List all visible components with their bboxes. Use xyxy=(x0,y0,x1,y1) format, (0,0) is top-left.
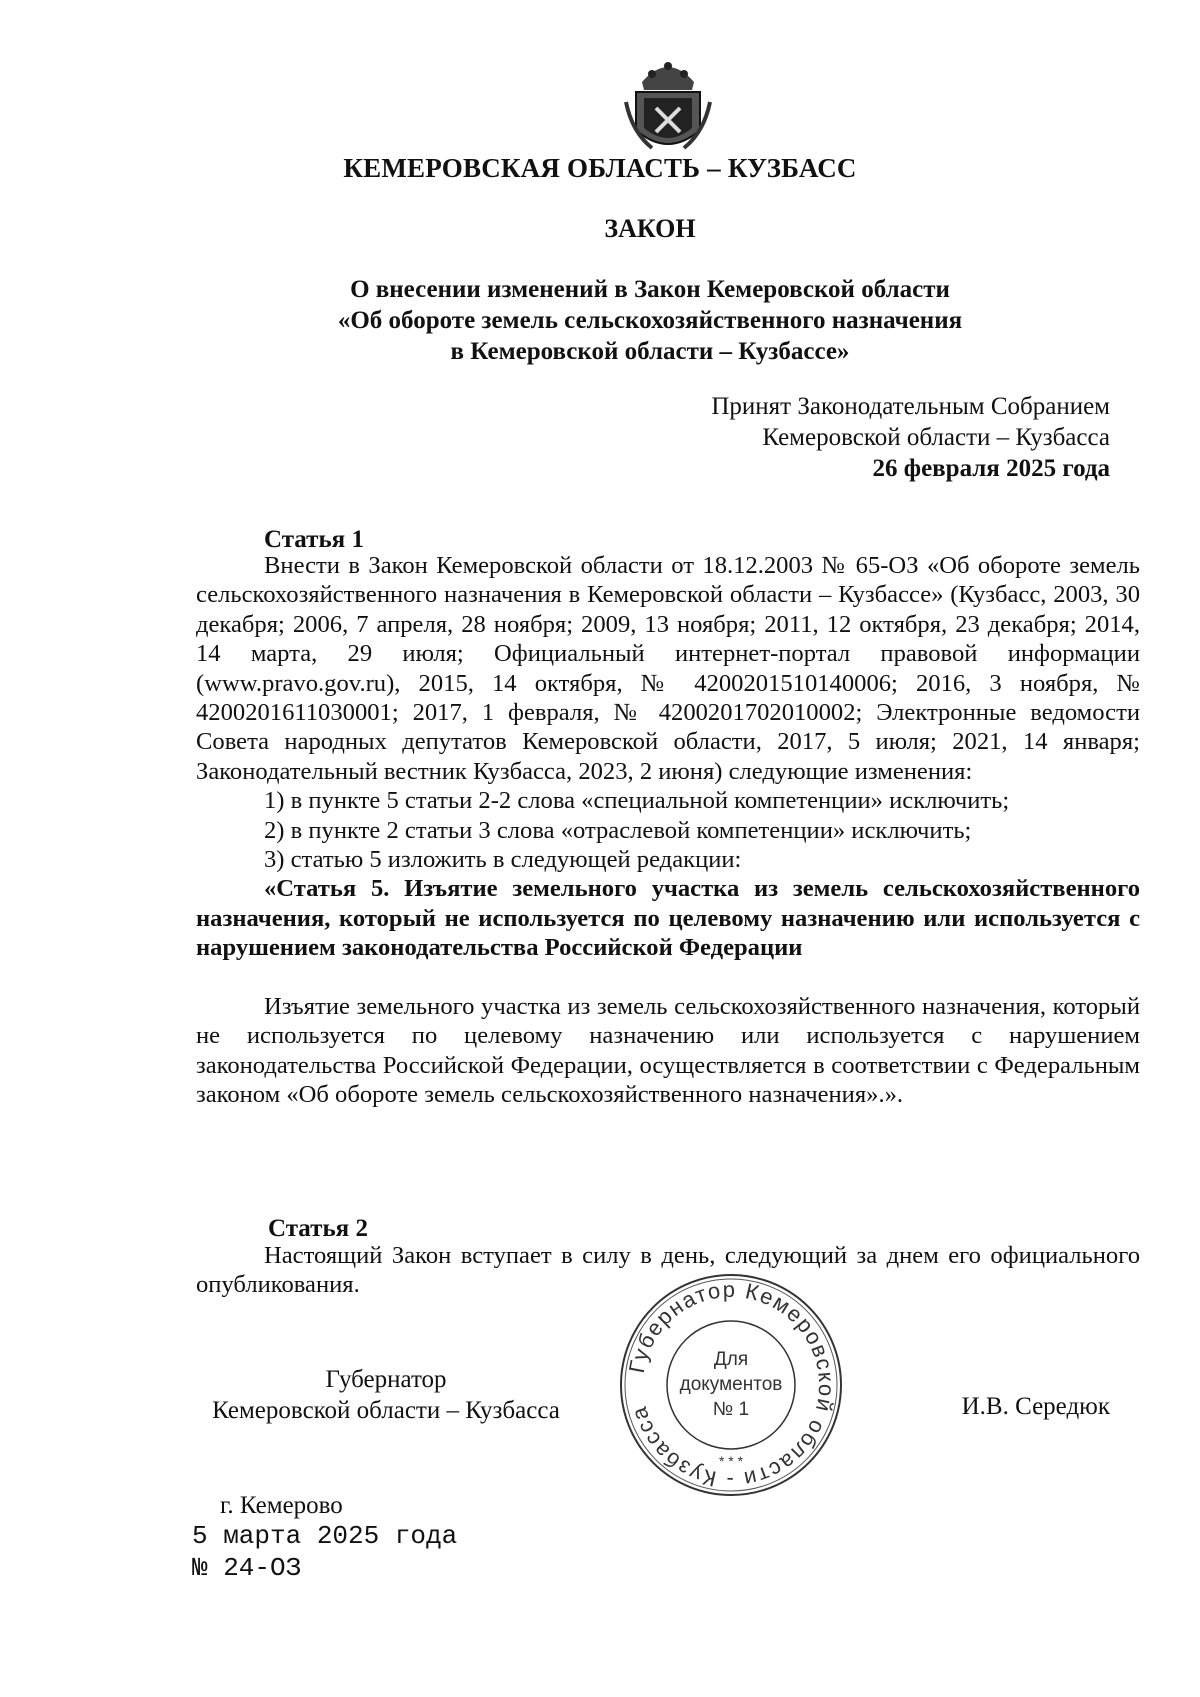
new-article-title: «Статья 5. Изъятие земельного участка из земель сельскохозяйственного назначения, который не используется по целевому назначению или используется с нарушением законодательства Российской Федерации xyxy=(196,875,1140,962)
law-title-line: «Об обороте земель сельскохозяйственного назначения xyxy=(337,307,963,334)
amendment-item: 1) в пункте 5 статьи 2-2 слова «специальной компетенции» исключить; xyxy=(264,787,1010,815)
article-2-heading: Статья 2 xyxy=(268,1215,368,1242)
place-of-signing: г. Кемерово xyxy=(220,1492,343,1519)
law-number: № 24-ОЗ xyxy=(192,1553,302,1583)
article-1-heading: Статья 1 xyxy=(264,526,364,553)
document-type: ЗАКОН xyxy=(604,214,696,243)
position-line: Кемеровской области – Кузбасса xyxy=(212,1397,560,1424)
adoption-line: Кемеровской области – Кузбасса xyxy=(762,424,1110,451)
new-article-text: Изъятие земельного участка из земель сельскохозяйственного назначения, который не используется по целевому назначению или используется с нарушением законодательства Российской Федерации, осуществляется в соответствии с Федеральным законом «Об обороте земель сельскохозяйственного назначения».». xyxy=(196,992,1140,1108)
article-1-body xyxy=(196,551,1140,1109)
article-2-text: Настоящий Закон вступает в силу в день, следующий за днем его официального опубликования. xyxy=(196,1242,1140,1299)
official-stamp xyxy=(616,1270,846,1500)
position-line: Губернатор xyxy=(325,1366,447,1393)
stamp-center-line: Для xyxy=(713,1349,749,1370)
region-title: КЕМЕРОВСКАЯ ОБЛАСТЬ – КУЗБАСС xyxy=(343,153,857,183)
amendment-item: 3) статью 5 изложить в следующей редакции: xyxy=(264,846,742,874)
article-1-intro: Внести в Закон Кемеровской области от 18.12.2003 № 65-ОЗ «Об обороте земель сельскохозяйственного назначения в Кемеровской области – Кузбассе» (Кузбасс, 2003, 30 декабря; 2006, 7 апреля, 28 ноября; 2009, 13 ноября; 2011, 12 октября, 23 декабря; 2014, 14 марта, 29 июля; Официальный интернет-портал правовой информации (www.pravo.gov.ru), 2015, 14 октября, № 4200201510140006; 2016, 3 ноября, № 4200201611030001; 2017, 1 февраля, № 4200201702010002; Электронные ведомости Совета народных депутатов Кемеровской области, 2017, 5 июля; 2021, 14 января; Законодательный вестник Кузбасса, 2023, 2 июня) следующие изменения: xyxy=(196,552,1140,785)
stamp-center-line: документов xyxy=(679,1374,783,1395)
stamp-center-line: № 1 xyxy=(712,1399,750,1420)
stamp-ring-text: Губернатор Кемеровской области - Кузбасса xyxy=(623,1276,840,1494)
law-title xyxy=(200,274,1100,367)
law-title-line: О внесении изменений в Закон Кемеровской области xyxy=(350,276,950,303)
amendment-item: 2) в пункте 2 статьи 3 слова «отраслевой компетенции» исключить; xyxy=(264,816,972,844)
adoption-date: 26 февраля 2025 года xyxy=(872,455,1110,482)
law-title-line: в Кемеровской области – Кузбассе» xyxy=(450,338,850,365)
signatory-name: И.В. Середюк xyxy=(961,1393,1110,1420)
stamp-marks: * * * xyxy=(718,1453,744,1469)
adoption-block xyxy=(711,391,1110,484)
adoption-line: Принят Законодательным Собранием xyxy=(711,393,1110,420)
signatory-position xyxy=(196,1364,576,1426)
coat-of-arms-icon xyxy=(622,52,714,160)
signing-date: 5 марта 2025 года xyxy=(192,1521,458,1551)
